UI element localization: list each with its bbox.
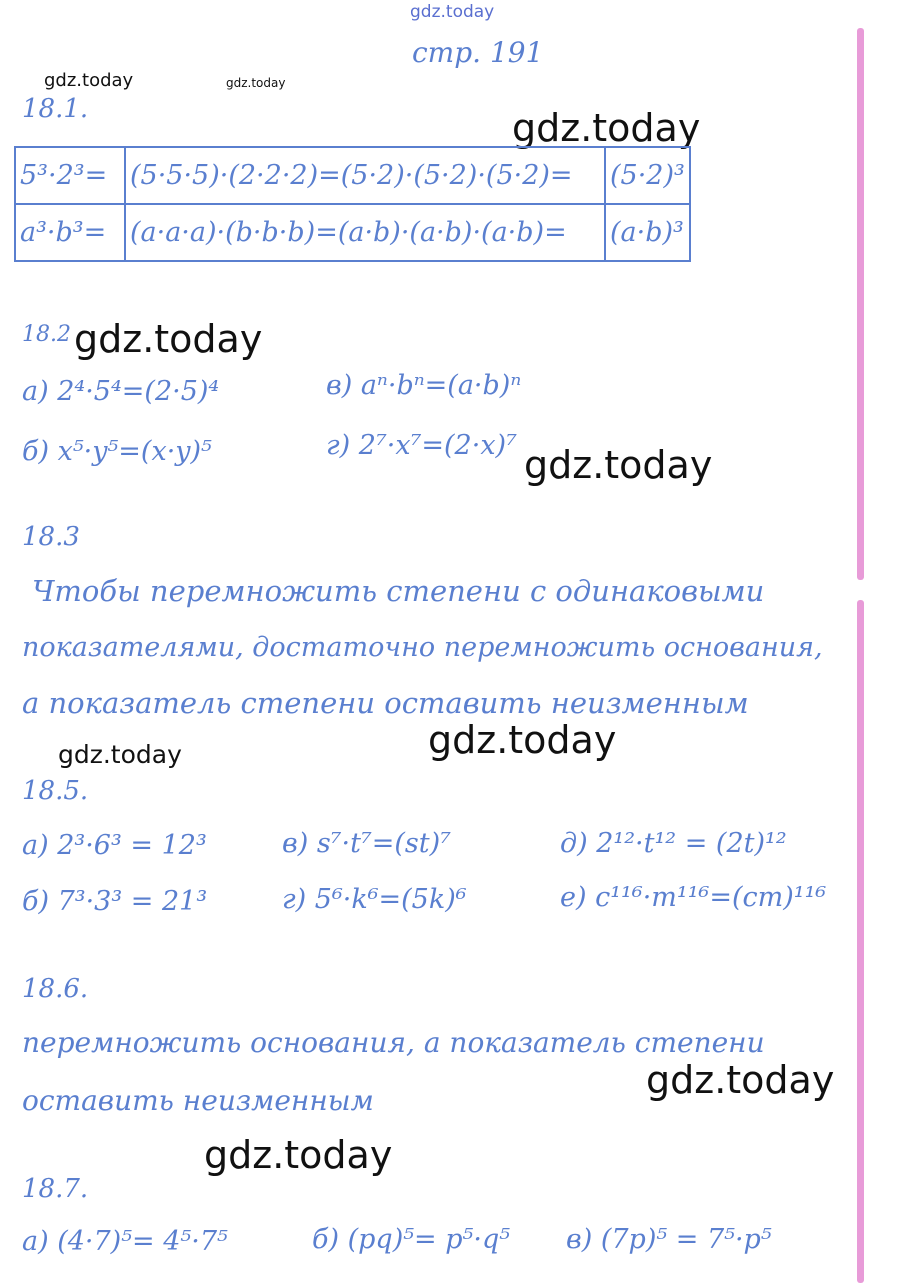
- answer-18-2-g: г) 2⁷·x⁷=(2·x)⁷: [326, 430, 517, 461]
- answer-18-6-line-1: перемножить основания, а показатель степени: [22, 1026, 765, 1059]
- table-cell: (5·5·5)·(2·2·2)=(5·2)·(5·2)·(5·2)=: [125, 147, 605, 204]
- answer-18-3-line-3: а показатель степени оставить неизменным: [22, 686, 749, 720]
- watermark: gdz.today: [74, 317, 263, 361]
- answer-18-5-d: д) 2¹²·t¹² = (2t)¹²: [560, 828, 787, 859]
- answer-18-3-line-1: Чтобы перемножить степени с одинаковыми: [32, 574, 765, 608]
- table-cell: 5³·2³=: [15, 147, 125, 204]
- answer-18-2-b: б) x⁵·y⁵=(x·y)⁵: [22, 436, 212, 467]
- answer-18-5-g: г) 5⁶·k⁶=(5k)⁶: [282, 884, 467, 915]
- watermark: gdz.today: [428, 718, 617, 762]
- watermark: gdz.today: [44, 70, 134, 91]
- answer-18-5-a: а) 2³·6³ = 12³: [22, 830, 207, 861]
- margin-line-lower: [857, 600, 864, 1283]
- exercise-label-18-2: 18.2: [22, 322, 71, 347]
- answer-18-6-line-2: оставить неизменным: [22, 1084, 374, 1117]
- watermark: gdz.today: [226, 76, 286, 90]
- watermark: gdz.today: [204, 1133, 393, 1177]
- table-cell: (a·b)³: [605, 204, 690, 261]
- exercise-18-1-table: [14, 146, 691, 262]
- exercise-label-18-7: 18.7.: [22, 1174, 89, 1204]
- exercise-label-18-6: 18.6.: [22, 974, 89, 1004]
- answer-18-5-v: в) s⁷·t⁷=(st)⁷: [282, 828, 451, 859]
- watermark: gdz.today: [646, 1058, 835, 1102]
- margin-line: [857, 28, 864, 580]
- exercise-label-18-3: 18.3: [22, 522, 80, 552]
- watermark: gdz.today: [58, 740, 182, 769]
- table-cell: a³·b³=: [15, 204, 125, 261]
- answer-18-7-a: а) (4·7)⁵= 4⁵·7⁵: [22, 1226, 228, 1257]
- watermark: gdz.today: [512, 106, 701, 150]
- table-cell: (a·a·a)·(b·b·b)=(a·b)·(a·b)·(a·b)=: [125, 204, 605, 261]
- page-number: стр. 191: [412, 36, 544, 69]
- answer-18-7-b: б) (pq)⁵= p⁵·q⁵: [312, 1224, 511, 1255]
- answer-18-2-v: в) aⁿ·bⁿ=(a·b)ⁿ: [326, 370, 522, 401]
- table-cell: (5·2)³: [605, 147, 690, 204]
- exercise-label-18-5: 18.5.: [22, 776, 89, 806]
- answer-18-5-e: е) c¹¹⁶·m¹¹⁶=(cm)¹¹⁶: [560, 882, 827, 913]
- watermark: gdz.today: [524, 443, 713, 487]
- exercise-label-18-1: 18.1.: [22, 94, 89, 124]
- answer-18-5-b: б) 7³·3³ = 21³: [22, 886, 208, 917]
- table-row: [15, 147, 690, 204]
- answer-18-2-a: а) 2⁴·5⁴=(2·5)⁴: [22, 376, 220, 407]
- answer-18-7-v: в) (7p)⁵ = 7⁵·p⁵: [566, 1224, 772, 1255]
- table-row: [15, 204, 690, 261]
- answer-18-3-line-2: показателями, достаточно перемножить основания,: [22, 632, 823, 663]
- watermark-top: gdz.today: [410, 2, 495, 22]
